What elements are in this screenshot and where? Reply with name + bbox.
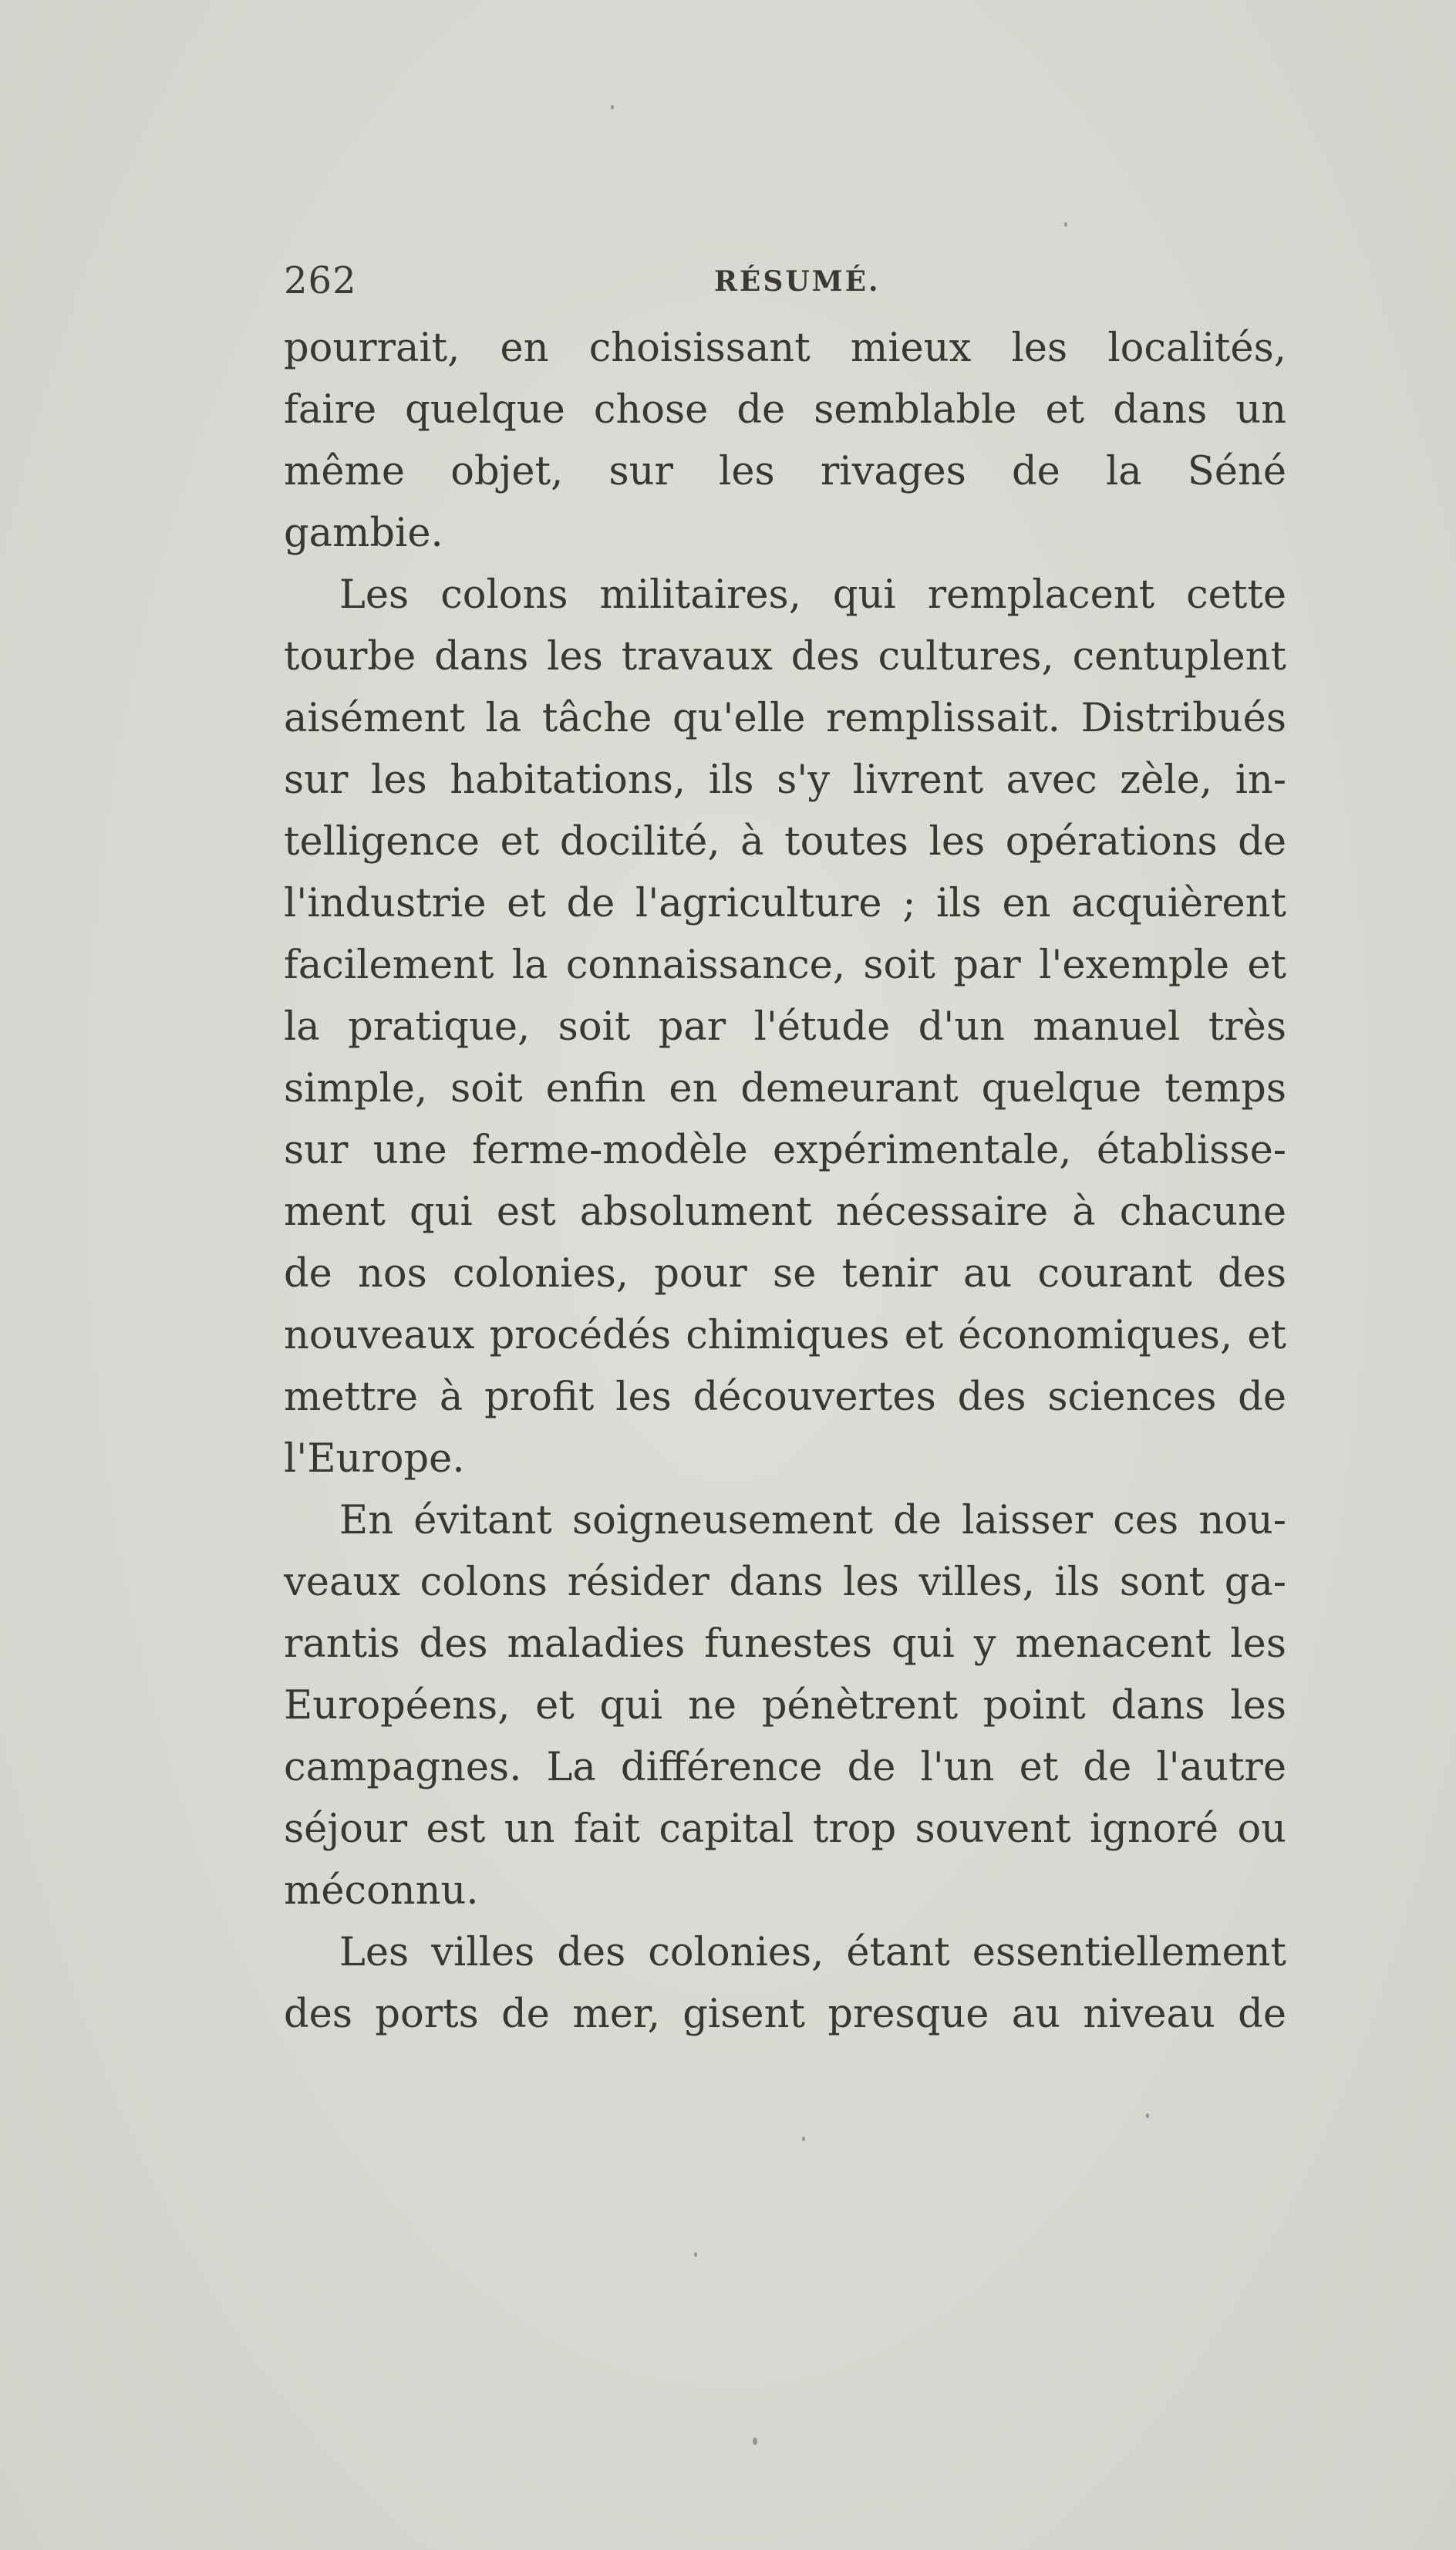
text-line: méconnu. [284,1868,479,1914]
text-line: ment qui est absolument nécessaire à chacune [284,1189,1286,1235]
paper-speck [1146,2113,1149,2118]
page-number: 262 [284,259,357,302]
text-line: campagnes. La différence de l'un et de l'autre [284,1745,1286,1790]
text-line: simple, soit enfin en demeurant quelque temps [284,1066,1286,1111]
text-line: de nos colonies, pour se tenir au courant des [284,1251,1286,1297]
text-line: faire quelque chose de semblable et dans un [284,387,1286,433]
text-line: nouveaux procédés chimiques et économiques, et [284,1313,1286,1358]
text-line: facilement la connaissance, soit par l'exemple et [284,943,1286,988]
paragraph-start-line: Les colons militaires, qui remplacent cette [339,572,1286,618]
text-line: tourbe dans les travaux des cultures, centuplent [284,634,1286,680]
text-line: même objet, sur les rivages de la Séné [284,449,1286,494]
text-line: Européens, et qui ne pénètrent point dans les [284,1683,1286,1729]
text-line: veaux colons résider dans les villes, ils sont ga- [284,1560,1286,1605]
body-text [284,318,1286,2046]
running-head [284,259,1286,305]
paragraph-start-line: En évitant soigneusement de laisser ces nou- [339,1498,1286,1543]
text-line: sur une ferme-modèle expérimentale, établisse- [284,1128,1286,1173]
text-line: l'industrie et de l'agriculture ; ils en acquièrent [284,881,1286,926]
text-line: sur les habitations, ils s'y livrent avec zèle, in- [284,757,1286,803]
text-line: des ports de mer, gisent presque au niveau de [284,1992,1286,2037]
text-line: telligence et docilité, à toutes les opérations de [284,819,1286,865]
text-line: l'Europe. [284,1436,465,1482]
text-line: la pratique, soit par l'étude d'un manuel très [284,1004,1286,1050]
text-line: pourrait, en choisissant mieux les localités, [284,325,1286,371]
running-title: RÉSUMÉ. [714,265,881,298]
text-line: mettre à profit les découvertes des sciences de [284,1375,1286,1420]
text-line: rantis des maladies funestes qui y menacent les [284,1621,1286,1667]
paper-speck [1064,222,1067,227]
paper-speck [753,2437,757,2445]
paper-speck [802,2137,805,2141]
text-line: gambie. [284,511,443,556]
paper-speck [694,2252,697,2257]
paper-speck [611,105,614,110]
text-line: séjour est un fait capital trop souvent ignoré ou [284,1806,1286,1852]
paragraph-start-line: Les villes des colonies, étant essentiellement [339,1930,1286,1975]
text-line: aisément la tâche qu'elle remplissait. Distribués [284,696,1286,741]
